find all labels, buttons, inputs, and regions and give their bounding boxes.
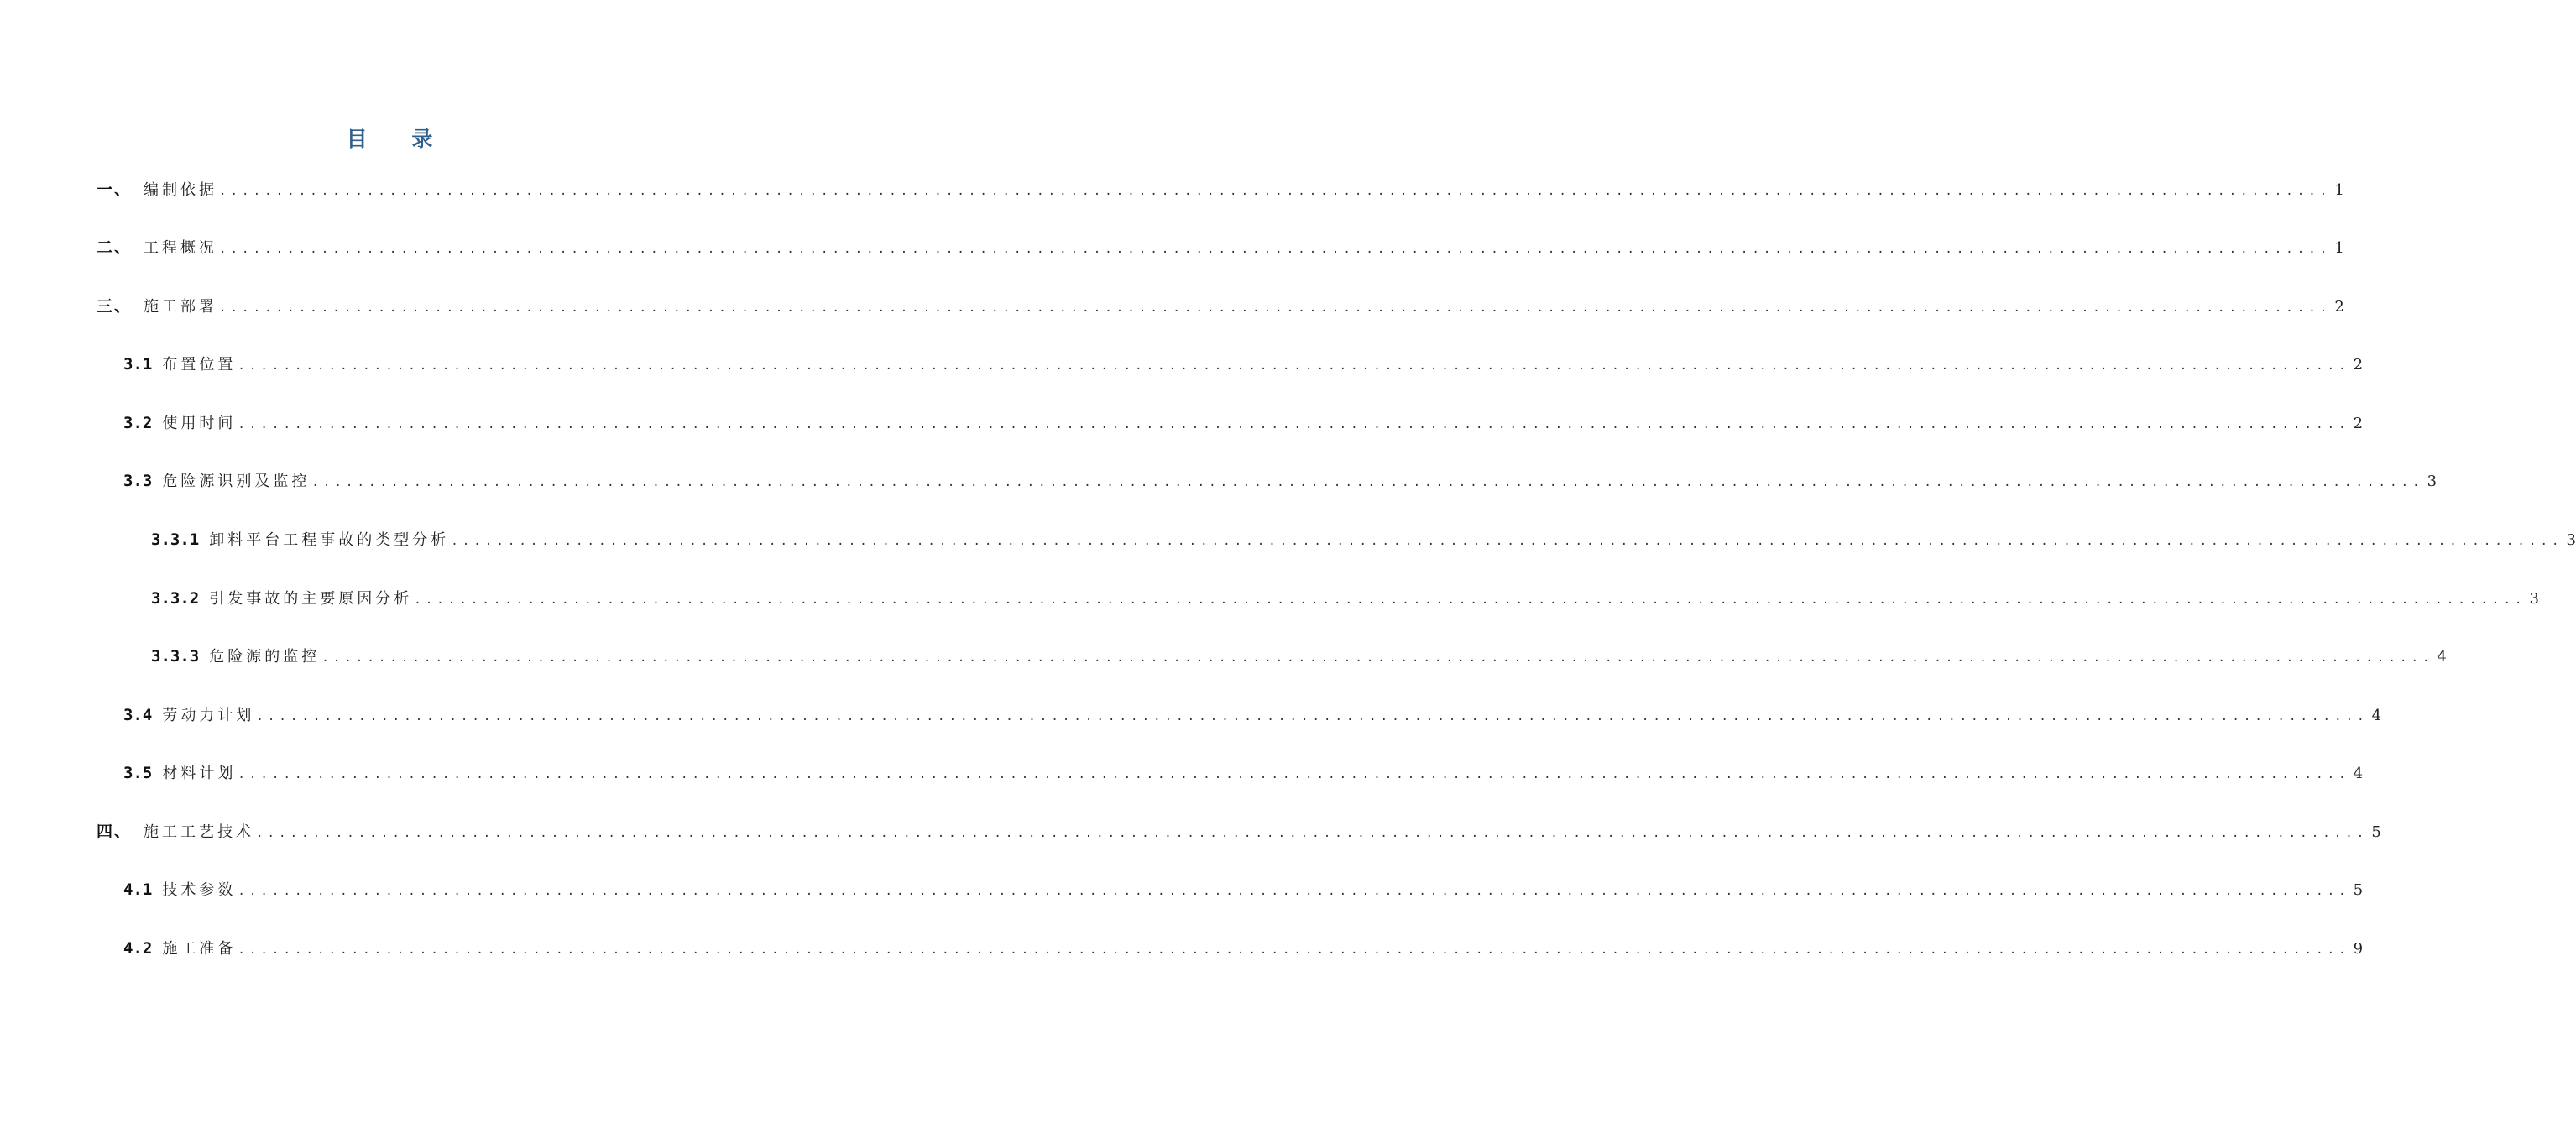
toc-entry-page: 4 xyxy=(2371,707,2382,724)
toc-entry[interactable] xyxy=(151,527,2576,552)
toc-leader-dots: .......................................................................................................................................................................................... xyxy=(321,651,2434,665)
toc-leader-dots: .......................................................................................................................................................................................... xyxy=(219,185,2332,198)
toc-entry-title: 工程概况 xyxy=(144,239,217,257)
toc-entry-page: 5 xyxy=(2371,823,2381,841)
toc-entry-title: 使用时间 xyxy=(162,415,237,432)
toc-entry[interactable] xyxy=(123,468,2438,494)
toc-entry[interactable] xyxy=(123,760,2364,786)
toc-entry-page: 3 xyxy=(2566,531,2576,549)
toc-entry[interactable] xyxy=(97,819,2381,844)
toc-leader-dots: .......................................................................................................................................................................................... xyxy=(256,710,2369,723)
toc-entry[interactable] xyxy=(97,177,2344,202)
toc-entry[interactable] xyxy=(123,410,2364,436)
toc-leader-dots: .......................................................................................................................................................................................... xyxy=(311,476,2424,489)
toc-entry[interactable] xyxy=(123,877,2364,902)
toc-entry-title: 引发事故的主要原因分析 xyxy=(209,590,413,608)
toc-entry-number: 一、 xyxy=(97,180,133,199)
toc-entry-title: 施工工艺技术 xyxy=(144,823,254,841)
toc-entry-title: 编制依据 xyxy=(144,181,217,199)
toc-entry-page: 2 xyxy=(2334,298,2344,316)
toc-entry[interactable] xyxy=(123,352,2364,377)
toc-entry-number: 3.3.3 xyxy=(151,647,200,666)
toc-leader-dots: .......................................................................................................................................................................................... xyxy=(238,418,2350,431)
toc-entry-page: 9 xyxy=(2353,940,2364,958)
toc-leader-dots: .......................................................................................................................................................................................... xyxy=(414,593,2526,607)
toc-entry-number: 4.1 xyxy=(123,880,153,899)
toc-entry-title: 施工准备 xyxy=(162,940,237,958)
toc-entry-page: 3 xyxy=(2529,590,2539,608)
toc-entry-title: 卸料平台工程事故的类型分析 xyxy=(209,531,450,549)
toc-entry-number: 3.4 xyxy=(123,706,153,724)
toc-entry-title: 危险源的监控 xyxy=(209,648,321,666)
toc-title: 目 录 xyxy=(346,127,452,151)
toc-leader-dots: .......................................................................................................................................................................................... xyxy=(219,243,2332,256)
toc-entry-page: 4 xyxy=(2353,765,2364,782)
toc-leader-dots: .......................................................................................................................................................................................... xyxy=(451,535,2563,548)
toc-entry-page: 2 xyxy=(2353,415,2364,432)
toc-entry-title: 技术参数 xyxy=(162,881,237,899)
toc-entry[interactable] xyxy=(97,235,2344,260)
toc-entry-title: 材料计划 xyxy=(162,765,237,782)
toc-entry[interactable] xyxy=(151,644,2447,669)
toc-entry-number: 3.3.2 xyxy=(151,589,200,608)
toc-entry-title: 劳动力计划 xyxy=(162,707,255,724)
toc-entry-page: 5 xyxy=(2353,881,2364,899)
toc-leader-dots: .......................................................................................................................................................................................... xyxy=(238,768,2350,781)
toc-leader-dots: .......................................................................................................................................................................................... xyxy=(238,943,2350,957)
toc-entry-number: 二、 xyxy=(97,238,133,257)
toc-leader-dots: .......................................................................................................................................................................................... xyxy=(256,827,2369,840)
toc-leader-dots: .......................................................................................................................................................................................... xyxy=(238,359,2350,373)
toc-leader-dots: .......................................................................................................................................................................................... xyxy=(219,301,2332,315)
toc-entry-number: 3.1 xyxy=(123,355,153,373)
toc-entry-number: 三、 xyxy=(97,297,133,316)
toc-entry-page: 2 xyxy=(2353,356,2364,373)
toc-leader-dots: .......................................................................................................................................................................................... xyxy=(238,885,2350,898)
toc-entry-page: 4 xyxy=(2437,648,2447,666)
toc-entry-number: 3.3 xyxy=(123,472,153,490)
toc-entry-page: 1 xyxy=(2334,239,2344,257)
toc-entry-title: 布置位置 xyxy=(162,356,237,373)
toc-entry-page: 3 xyxy=(2427,473,2438,490)
toc-entry[interactable] xyxy=(97,294,2344,319)
toc-entry-title: 危险源识别及监控 xyxy=(162,473,311,490)
toc-entry-page: 1 xyxy=(2334,181,2344,199)
toc-entry-number: 3.5 xyxy=(123,764,153,782)
toc-entry-number: 四、 xyxy=(97,822,133,841)
toc-entry-number: 3.2 xyxy=(123,414,153,432)
toc-entry[interactable] xyxy=(123,702,2382,728)
toc-entry-title: 施工部署 xyxy=(144,298,217,316)
toc-entry[interactable] xyxy=(123,936,2364,961)
toc-entry[interactable] xyxy=(151,586,2539,611)
toc-entry-number: 3.3.1 xyxy=(151,530,200,549)
toc-entry-number: 4.2 xyxy=(123,939,153,958)
